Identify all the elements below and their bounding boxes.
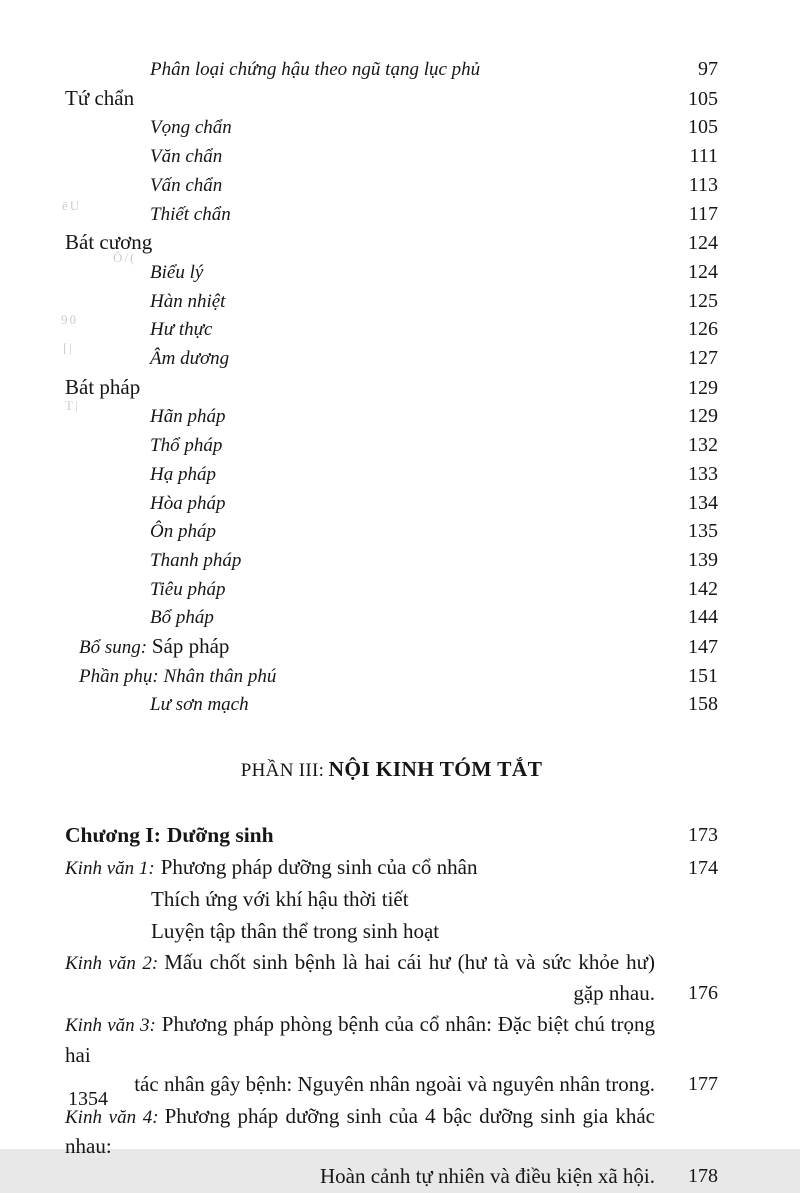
toc-entry-label [65,114,666,143]
toc-entry-line: Kinh văn 2: Mấu chốt sinh bệnh là hai cái hư (hư tà và sức khỏe hư) [65,950,655,975]
toc-entry [65,201,718,230]
toc-entry-text: Hạ pháp [150,463,216,485]
toc-entry-text [65,885,655,915]
toc-upper-list [65,56,718,720]
toc-entry [65,604,718,633]
ink-bleed-artifact: T| [65,398,80,413]
toc-entry-label [65,432,666,461]
toc-entry [65,114,718,143]
toc-entry [65,403,718,432]
toc-entry-text: Phân loại chứng hậu theo ngũ tạng lục phủ [150,59,481,80]
toc-entry-page-number: 124 [688,232,718,255]
toc-entry-page-number: 126 [688,318,718,341]
toc-entry-page-number: 178 [688,1164,718,1187]
toc-entry [65,1010,718,1100]
toc-entry-label [65,663,666,692]
toc-entry-text: Phần phụ: [79,665,164,687]
toc-entry-text: Thổ pháp [150,435,223,457]
toc-entry-prefix: Kinh văn 1: [65,857,155,879]
part-heading-title: NỘI KINH TÓM TẮT [328,757,543,782]
toc-entry-label [65,403,666,432]
toc-entry [65,316,718,345]
toc-entry-label [65,490,666,519]
toc-entry-label [65,85,666,115]
toc-entry-page-number: 113 [688,173,718,196]
toc-entry-label [65,576,666,605]
toc-entry-page-number: 124 [688,260,718,283]
toc-entry-line: Kinh văn 4: Phương pháp dưỡng sinh của 4 bậc dưỡng sinh gia khác nhau: [65,1103,655,1159]
toc-entry-text: Ôn pháp [150,521,216,543]
toc-entry [65,490,718,519]
toc-entry-text: Sáp pháp [151,634,230,659]
toc-entry-line: Kinh văn 1: Phương pháp dưỡng sinh của cổ nhân [65,854,478,879]
toc-entry-page-number: 144 [688,606,718,629]
ink-bleed-artifact: [| [63,340,74,355]
toc-entry [65,259,718,288]
toc-entry [65,288,718,317]
toc-entry-text [65,917,655,947]
page-content [65,56,718,1193]
toc-entry-text [65,1010,655,1100]
toc-entry-page-number: 127 [688,347,718,370]
toc-entry-page-number: 177 [688,1073,718,1096]
ink-bleed-artifact: ēU [62,198,82,213]
toc-entry [65,917,718,947]
toc-entry-page-number: 125 [688,289,718,312]
page-number-footer: 1354 [68,1088,108,1110]
toc-entry-page-number: 174 [688,856,718,879]
toc-entry [65,374,718,404]
toc-entry-line: Luyện tập thân thể trong sinh hoạt [151,918,440,943]
toc-entry-page-number: 173 [688,824,718,847]
toc-entry-label [65,691,666,720]
toc-entry-page-number: 111 [689,145,718,168]
toc-entry-page-number: 135 [688,520,718,543]
toc-entry-line: Kinh văn 3: Phương pháp phòng bệnh của cổ nhân: Đặc biệt chú trọng hai [65,1012,655,1067]
toc-entry-text [65,1102,655,1192]
toc-entry [65,821,718,851]
toc-entry [65,518,718,547]
toc-entry-label [65,374,666,404]
toc-entry-page-number: 105 [688,116,718,139]
toc-entry-label [65,604,666,633]
toc-entry [65,691,718,720]
toc-entry-page-number: 132 [688,434,718,457]
toc-entry-label [65,172,666,201]
toc-entry-text: Thiết chẩn [150,203,231,225]
toc-entry [65,432,718,461]
toc-entry-text: Bát pháp [65,374,141,399]
toc-entry-page-number: 151 [688,664,718,687]
toc-entry-page-number: 139 [688,548,718,571]
toc-entry-page-number: 117 [688,202,718,225]
toc-entry-text: Hư thực [150,319,213,341]
toc-entry [65,85,718,115]
toc-entry-page-number: 97 [698,58,718,80]
part-heading [65,756,718,785]
toc-entry-label [65,229,666,259]
toc-entry-label [65,461,666,490]
toc-entry-line: gặp nhau. [573,980,655,1005]
toc-entry-page-number: 158 [688,693,718,716]
toc-entry-page-number: 176 [688,981,718,1004]
toc-entry [65,633,718,663]
toc-entry [65,1102,718,1192]
toc-entry-text: Lư sơn mạch [150,694,249,716]
toc-lower-list [65,821,718,1191]
toc-entry-text: Vấn chẩn [150,174,223,196]
toc-entry-text: Hòa pháp [150,492,226,514]
toc-entry-text: Âm dương [150,348,230,370]
toc-entry-text: Tiêu pháp [150,578,226,600]
toc-entry-label [65,143,666,172]
toc-entry-label [65,547,666,576]
ink-bleed-artifact: 90 [61,312,78,327]
toc-entry-page-number: 142 [688,577,718,600]
toc-entry [65,461,718,490]
toc-entry-text: Bổ pháp [150,607,214,629]
toc-entry-text: Hàn nhiệt [150,290,226,312]
ink-bleed-artifact: Ô/( [113,250,137,265]
toc-entry-prefix: Kinh văn 2: [65,953,159,975]
toc-entry-text: Bổ sung: [79,637,152,659]
toc-entry-text: Nhân thân phú [163,665,277,687]
toc-entry-text: Tứ chẩn [65,85,135,110]
toc-entry-page-number: 129 [688,405,718,428]
toc-entry [65,853,718,884]
toc-entry-label [65,259,666,288]
toc-entry [65,948,718,1008]
toc-entry-label [65,633,666,663]
toc-entry [65,172,718,201]
toc-entry-text: Thanh pháp [150,549,242,571]
toc-entry-page-number: 129 [688,376,718,399]
toc-entry-text: Hãn pháp [150,406,226,428]
toc-entry-text: Vọng chẩn [150,117,232,139]
toc-entry [65,345,718,374]
toc-entry-label [65,518,666,547]
toc-entry-prefix: Chương I: [65,823,161,848]
toc-entry-line: Hoàn cảnh tự nhiên và điều kiện xã hội. [319,1163,655,1188]
toc-entry-page-number: 134 [688,491,718,514]
toc-entry-text: Biểu lý [150,261,204,283]
toc-entry-prefix: Kinh văn 4: [65,1106,159,1128]
toc-entry-line: tác nhân gây bệnh: Nguyên nhân ngoài và nguyên nhân trong. [134,1072,655,1097]
toc-entry [65,576,718,605]
toc-entry [65,229,718,259]
toc-entry-line: Chương I: Dưỡng sinh [65,823,274,848]
toc-entry-page-number: 147 [688,636,718,659]
toc-entry-text: Văn chẩn [150,146,223,168]
toc-entry [65,143,718,172]
toc-entry-label [65,288,666,317]
toc-entry-label [65,201,666,230]
toc-entry-prefix: Kinh văn 3: [65,1015,156,1037]
toc-entry [65,56,718,85]
toc-entry-label [65,345,666,374]
toc-entry [65,663,718,692]
toc-entry [65,885,718,915]
toc-entry-label [65,316,666,345]
toc-entry-text [65,853,655,884]
toc-entry-text [65,821,655,851]
part-heading-prefix: PHẦN III: [240,760,325,782]
toc-entry-page-number: 105 [688,87,718,110]
toc-entry [65,547,718,576]
toc-entry-label [65,56,666,85]
toc-entry-text [65,948,655,1008]
toc-entry-page-number: 133 [688,462,718,485]
toc-entry-text: Bát cương [65,230,153,255]
toc-entry-line: Thích ứng với khí hậu thời tiết [151,887,409,912]
